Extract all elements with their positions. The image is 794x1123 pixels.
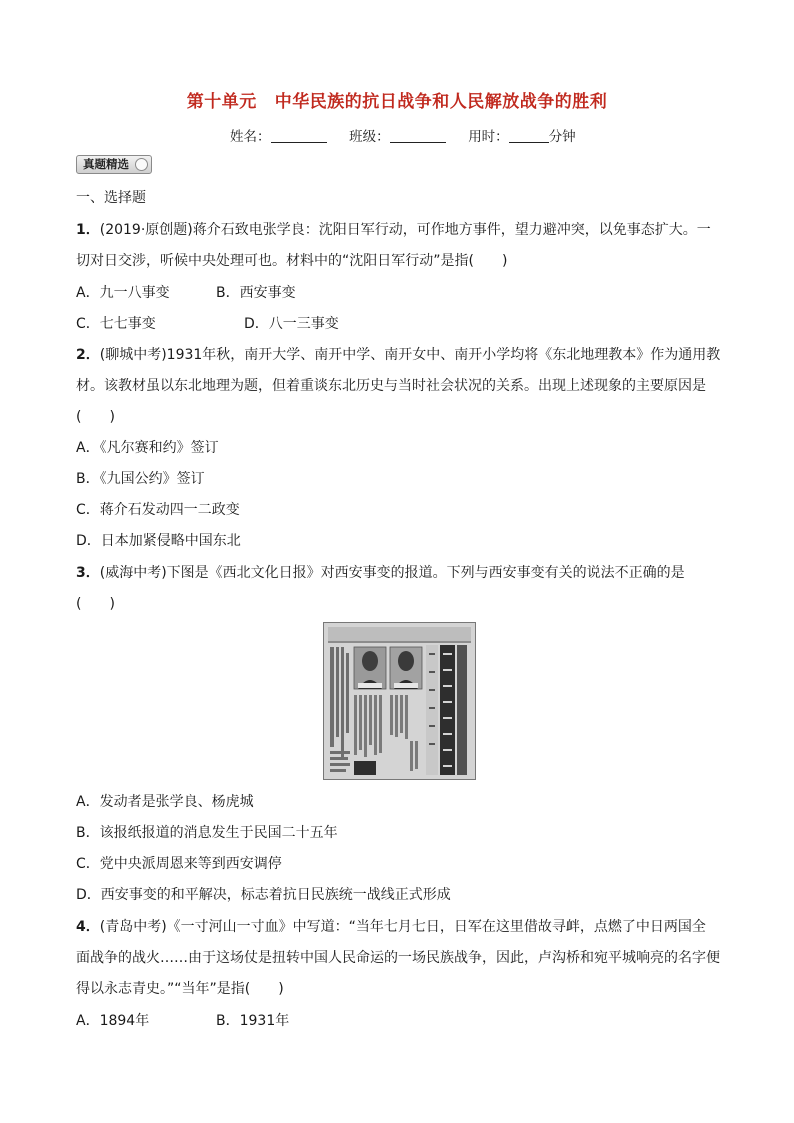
question-3-text-2: ( ) (76, 596, 115, 612)
question-4-line-1 (76, 916, 706, 936)
badge-circle-icon (135, 158, 148, 171)
section-badge (76, 155, 152, 174)
question-2-text-3: ( ) (76, 409, 115, 425)
question-1-text-2: 切对日交涉，听候中央处理可也。材料中的“沈阳日军行动”是指( ) (76, 253, 508, 269)
badge-label: 真题精选 (83, 157, 129, 171)
question-2-text-2: 材。该教材虽以东北地理为题，但着重谈东北历史与当时社会状况的关系。出现上述现象的主要原因是 (76, 378, 706, 394)
page-title (0, 87, 794, 112)
question-1-option-c[interactable]: C．七七事变 (76, 316, 156, 332)
question-2-number: 2． (76, 347, 100, 363)
question-3-number: 3． (76, 565, 100, 581)
question-3-line-1 (76, 562, 685, 582)
question-4-text-1: (青岛中考)《一寸河山一寸血》中写道：“当年七月七日，日军在这里借故寻衅，点燃了中日两国全 (99, 919, 706, 935)
question-1-text-1: (2019·原创题)蒋介石致电张学良：沈阳日军行动，可作地方事件，望力避冲突，以免事态扩大。一 (99, 222, 711, 238)
question-3-option-b[interactable]: B．该报纸报道的消息发生于民国二十五年 (76, 825, 338, 841)
question-4-option-a[interactable]: A．1894年 (76, 1013, 150, 1029)
question-1-option-a[interactable]: A．九一八事变 (76, 285, 170, 301)
question-1-line-1 (76, 219, 711, 239)
question-1-option-d[interactable]: D．八一三事变 (244, 316, 339, 332)
unit-label: 第十单元 (186, 92, 257, 112)
question-1-option-b[interactable]: B．西安事变 (216, 285, 296, 301)
newspaper-image (323, 622, 476, 780)
class-label: 班级： (349, 129, 390, 145)
time-label: 用时： (468, 129, 509, 145)
question-4-text-2: 面战争的战火……由于这场仗是扭转中国人民命运的一场民族战争，因此，卢沟桥和宛平城响亮的名字便 (76, 950, 720, 966)
question-3-option-a[interactable]: A．发动者是张学良、杨虎城 (76, 794, 254, 810)
section-heading: 一、选择题 (76, 190, 146, 206)
question-2-option-c[interactable]: C．蒋介石发动四一二政变 (76, 502, 240, 518)
question-4-number: 4． (76, 919, 100, 935)
class-blank[interactable] (390, 130, 446, 143)
question-2-option-d[interactable]: D．日本加紧侵略中国东北 (76, 533, 241, 549)
question-2-option-a[interactable]: A．《凡尔赛和约》签订 (76, 440, 219, 456)
newspaper-scan-illustration (324, 623, 475, 779)
question-3-option-c[interactable]: C．党中央派周恩来等到西安调停 (76, 856, 282, 872)
question-3-text-1: (威海中考)下图是《西北文化日报》对西安事变的报道。下列与西安事变有关的说法不正确的是 (99, 565, 685, 581)
question-2-option-b[interactable]: B．《九国公约》签订 (76, 471, 205, 487)
question-1-number: 1． (76, 222, 100, 238)
time-unit: 分钟 (548, 129, 576, 145)
time-blank[interactable] (509, 130, 549, 143)
question-3-option-d[interactable]: D．西安事变的和平解决，标志着抗日民族统一战线正式形成 (76, 887, 451, 903)
question-2-line-1 (76, 344, 720, 364)
question-2-text-1: (聊城中考)1931年秋，南开大学、南开中学、南开女中、南开小学均将《东北地理教本》作为通用教 (99, 347, 721, 363)
unit-title: 中华民族的抗日战争和人民解放战争的胜利 (274, 92, 608, 112)
question-4-text-3: 得以永志青史。”“当年”是指( ) (76, 981, 284, 997)
student-info-line (230, 125, 576, 145)
name-label: 姓名： (230, 129, 271, 145)
question-4-option-b[interactable]: B．1931年 (216, 1013, 290, 1029)
name-blank[interactable] (271, 130, 327, 143)
